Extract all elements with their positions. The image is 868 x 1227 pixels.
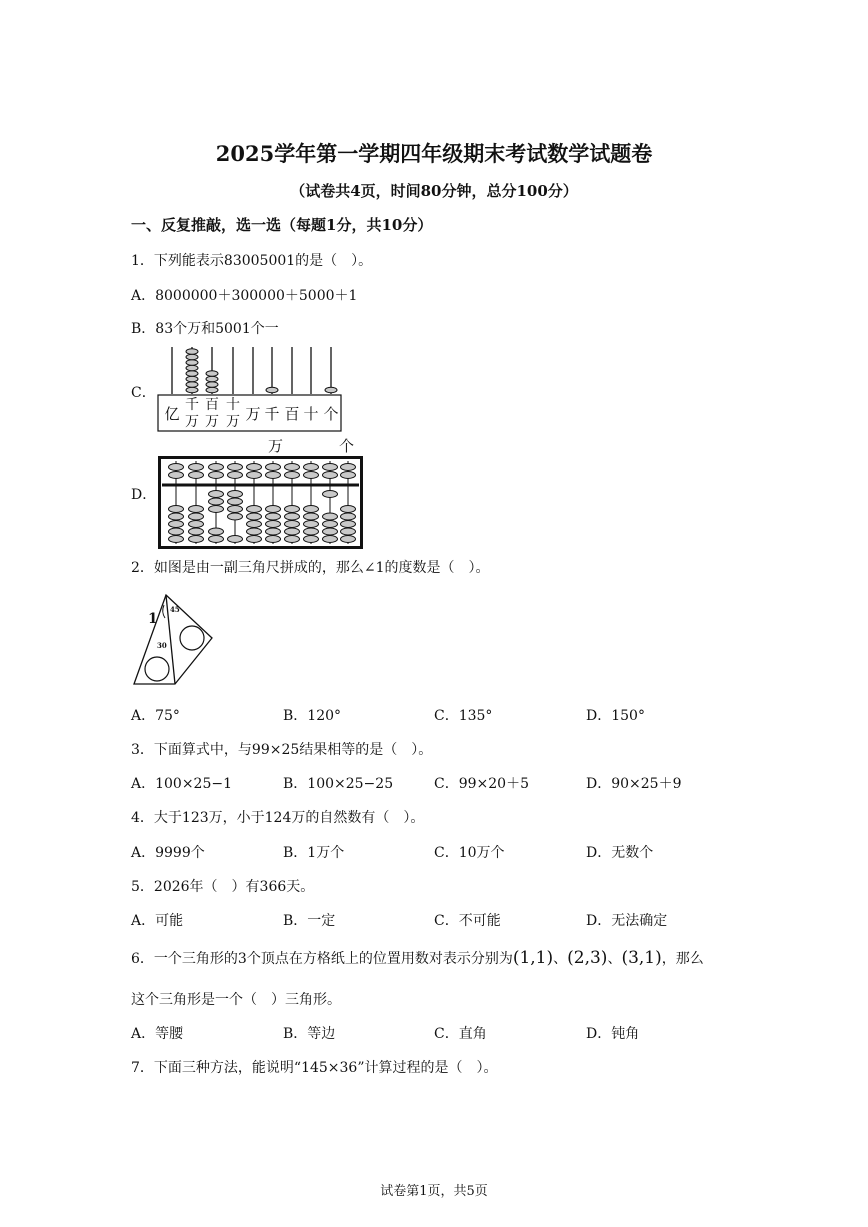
triangle-ruler-figure <box>130 592 220 690</box>
svg-text:千: 千 <box>264 405 280 423</box>
abacus-bead <box>341 464 356 471</box>
svg-text:千: 千 <box>185 397 199 413</box>
abacus-bead <box>285 472 300 479</box>
point-1: (1,1) <box>512 948 554 968</box>
question-2-option-b: B．120° <box>283 708 342 724</box>
abacus-bead <box>304 513 319 520</box>
question-6-option-a: A．等腰 <box>131 1026 184 1042</box>
abacus-bead <box>266 506 281 513</box>
question-1-option-a: A．8000000＋300000＋5000＋1 <box>131 288 358 304</box>
question-2-stem: 2．如图是由一副三角尺拼成的，那么∠1的度数是（ ）。 <box>131 560 490 576</box>
abacus-bead <box>247 536 262 543</box>
abacus-bead <box>189 536 204 543</box>
abacus-bead <box>189 513 204 520</box>
svg-text:万: 万 <box>205 414 219 430</box>
question-4-option-b: B．1万个 <box>283 845 345 861</box>
question-5-option-b: B．一定 <box>283 913 336 929</box>
abacus-bead <box>266 464 281 471</box>
abacus-bead <box>209 506 224 513</box>
abacus-bead <box>169 536 184 543</box>
abacus-bead <box>209 472 224 479</box>
question-3-option-b: B．100×25−25 <box>283 776 394 792</box>
svg-text:45: 45 <box>170 605 180 614</box>
page-footer: 试卷第1页，共5页 <box>380 1184 488 1199</box>
abacus-bead <box>209 491 224 498</box>
abacus-bead <box>169 521 184 528</box>
question-6-option-d: D．钝角 <box>586 1026 640 1042</box>
abacus-d-label-wan: 万 <box>268 437 284 455</box>
abacus-bead <box>341 506 356 513</box>
abacus-bead <box>323 528 338 535</box>
question-4-option-c: C．10万个 <box>434 845 505 861</box>
abacus-bead <box>209 498 224 505</box>
abacus-bead <box>228 513 243 520</box>
abacus-bead <box>341 472 356 479</box>
point-2: (2,3) <box>567 948 608 968</box>
abacus-bead <box>189 464 204 471</box>
abacus-bead <box>323 464 338 471</box>
abacus-bead <box>169 513 184 520</box>
svg-text:十: 十 <box>303 405 319 423</box>
abacus-c-label-yi: 亿 <box>164 405 180 423</box>
svg-text:百: 百 <box>284 405 300 423</box>
abacus-bead <box>285 506 300 513</box>
question-5-option-c: C．不可能 <box>434 913 501 929</box>
abacus-bead <box>304 521 319 528</box>
question-2-option-a: A．75° <box>131 708 180 724</box>
abacus-bead <box>189 506 204 513</box>
abacus-bead <box>323 491 338 498</box>
abacus-bead <box>266 513 281 520</box>
question-1-option-d-label: D． <box>131 487 157 503</box>
abacus-bead <box>304 472 319 479</box>
abacus-bead <box>189 472 204 479</box>
abacus-bead <box>228 506 243 513</box>
svg-text:十: 十 <box>226 397 240 413</box>
question-1-option-b: B．83个万和5001个一 <box>131 321 279 337</box>
abacus-bead <box>266 472 281 479</box>
abacus-bead <box>285 513 300 520</box>
abacus-bead <box>247 464 262 471</box>
question-2-option-c: C．135° <box>434 708 493 724</box>
abacus-bead <box>266 521 281 528</box>
abacus-bead <box>341 513 356 520</box>
question-6-option-c: C．直角 <box>434 1026 487 1042</box>
abacus-bead <box>304 536 319 543</box>
abacus-bead <box>285 521 300 528</box>
abacus-bead <box>304 464 319 471</box>
question-6-stem-line-1: 6．一个三角形的3个顶点在方格纸上的位置用数对表示分别为(1,1)、(2,3)、(3,1)，那么 <box>131 948 704 968</box>
abacus-figure-d <box>158 456 363 549</box>
svg-text:1: 1 <box>148 611 158 627</box>
abacus-bead <box>189 528 204 535</box>
abacus-bead <box>304 506 319 513</box>
question-6-stem-line-2: 这个三角形是一个（ ）三角形。 <box>131 992 341 1008</box>
abacus-bead <box>323 472 338 479</box>
abacus-bead <box>266 536 281 543</box>
question-5-stem: 5．2026年（ ）有366天。 <box>131 879 315 895</box>
question-4-stem: 4．大于123万，小于124万的自然数有（ ）。 <box>131 810 425 826</box>
abacus-bead <box>247 472 262 479</box>
abacus-bead <box>169 472 184 479</box>
abacus-bead <box>323 513 338 520</box>
question-7-stem: 7．下面三种方法，能说明“145×36”计算过程的是（ ）。 <box>131 1060 498 1076</box>
abacus-bead <box>209 464 224 471</box>
question-4-option-d: D．无数个 <box>586 845 654 861</box>
abacus-bead <box>228 472 243 479</box>
exam-info: （试卷共4页，时间80分钟，总分100分） <box>290 182 578 200</box>
svg-text:万: 万 <box>185 414 199 430</box>
question-4-option-a: A．9999个 <box>131 845 205 861</box>
question-3-option-c: C．99×20＋5 <box>434 776 529 792</box>
abacus-bead <box>169 528 184 535</box>
abacus-bead <box>247 528 262 535</box>
abacus-bead <box>228 464 243 471</box>
abacus-figure-c <box>150 343 350 435</box>
svg-text:个: 个 <box>323 405 339 423</box>
abacus-bead <box>341 521 356 528</box>
abacus-bead <box>247 513 262 520</box>
svg-text:百: 百 <box>205 397 219 413</box>
abacus-bead <box>247 521 262 528</box>
abacus-bead <box>169 506 184 513</box>
abacus-bead <box>228 498 243 505</box>
svg-text:万: 万 <box>245 405 261 423</box>
section-heading: 一、反复推敲，选一选（每题1分，共10分） <box>131 216 433 234</box>
point-3: (3,1) <box>621 948 662 968</box>
abacus-bead <box>189 521 204 528</box>
abacus-bead <box>323 521 338 528</box>
question-3-stem: 3．下面算式中，与99×25结果相等的是（ ）。 <box>131 742 433 758</box>
question-1-stem: 1．下列能表示83005001的是（ ）。 <box>131 253 373 269</box>
abacus-bead <box>169 464 184 471</box>
abacus-bead <box>285 528 300 535</box>
abacus-bead <box>266 528 281 535</box>
svg-text:30: 30 <box>157 641 167 650</box>
page-title: 2025学年第一学期四年级期末考试数学试题卷 <box>215 141 653 166</box>
question-5-option-a: A．可能 <box>131 913 184 929</box>
abacus-bead <box>209 536 224 543</box>
abacus-bead <box>341 528 356 535</box>
abacus-bead <box>323 536 338 543</box>
question-2-option-d: D．150° <box>586 708 645 724</box>
question-1-option-c-label: C． <box>131 385 156 401</box>
svg-text:万: 万 <box>226 414 240 430</box>
abacus-d-label-ge: 个 <box>339 437 355 455</box>
question-6-option-b: B．等边 <box>283 1026 336 1042</box>
abacus-bead <box>247 506 262 513</box>
question-3-option-d: D．90×25＋9 <box>586 776 682 792</box>
abacus-bead <box>228 536 243 543</box>
abacus-bead <box>341 536 356 543</box>
abacus-bead <box>209 528 224 535</box>
question-3-option-a: A．100×25−1 <box>131 776 233 792</box>
abacus-bead <box>228 491 243 498</box>
abacus-bead <box>304 528 319 535</box>
question-5-option-d: D．无法确定 <box>586 913 668 929</box>
abacus-bead <box>285 464 300 471</box>
abacus-bead <box>285 536 300 543</box>
